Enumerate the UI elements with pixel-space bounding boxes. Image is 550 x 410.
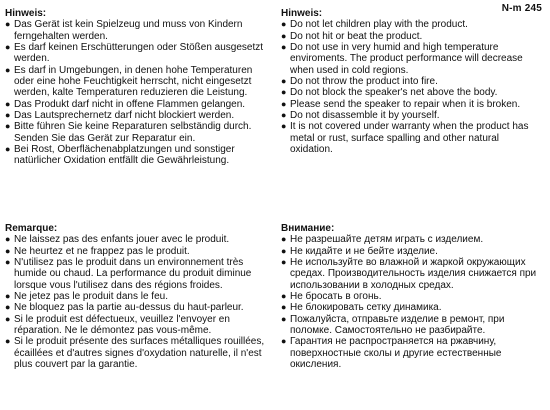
list-item-text: Do not block the speaker's net above the body. bbox=[290, 87, 498, 99]
list-item bbox=[5, 291, 271, 302]
bullet-icon: ● bbox=[281, 121, 287, 132]
list-item bbox=[281, 31, 543, 42]
bullet-icon: ● bbox=[5, 302, 11, 313]
list-item bbox=[5, 110, 271, 121]
list-item-text: Do not use in very humid and high temperature enviroments. The product performance will decrease when used in cold regions. bbox=[290, 42, 523, 76]
bullet-icon: ● bbox=[5, 110, 11, 121]
list-item bbox=[281, 291, 543, 302]
list-item bbox=[281, 234, 543, 245]
list-item bbox=[281, 246, 543, 257]
list-item-text: N'utilisez pas le produit dans un environnement très humide ou chaud. La performance du produit diminue lorsque vous l'utilisez dans des régions froides. bbox=[14, 257, 252, 291]
list-item bbox=[281, 76, 543, 87]
notice-list bbox=[281, 19, 543, 155]
list-item-text: It is not covered under warranty when the product has metal or rust, surface spalling and other natural oxidation. bbox=[290, 121, 529, 156]
list-item bbox=[281, 257, 543, 291]
list-item bbox=[281, 121, 543, 155]
list-item-text: Do not throw the product into fire. bbox=[290, 76, 438, 88]
list-item-text: Ne laissez pas des enfants jouer avec le produit. bbox=[14, 234, 230, 246]
bullet-icon: ● bbox=[5, 42, 11, 53]
bullet-icon: ● bbox=[5, 257, 11, 268]
bullet-icon: ● bbox=[281, 76, 287, 87]
list-item bbox=[5, 65, 271, 99]
list-item-text: Das Lautsprechernetz darf nicht blockiert werden. bbox=[14, 110, 235, 122]
bullet-icon: ● bbox=[281, 313, 287, 324]
notice-section-french bbox=[5, 223, 271, 370]
list-item-text: Es darf in Umgebungen, in denen hohe Temperaturen oder eine hohe Feuchtigkeit herrscht, nicht eingesetzt werden, kalte Temperaturen reduzieren die Leistung. bbox=[14, 64, 253, 99]
bullet-icon: ● bbox=[281, 245, 287, 256]
list-item-text: Гарантия не распространяется на ржавчину, поверхностные сколы и другие естественные окисления. bbox=[290, 336, 502, 371]
list-item-text: Не кидайте и не бейте изделие. bbox=[290, 245, 438, 257]
notice-section-english bbox=[281, 8, 543, 155]
section-heading: Hinweis: bbox=[281, 8, 323, 19]
list-item-text: Ne jetez pas le produit dans le feu. bbox=[14, 291, 168, 303]
list-item-text: Пожалуйста, отправьте изделие в ремонт, при поломке. Самостоятельно не разбирайте. bbox=[290, 313, 505, 337]
list-item-text: Si le produit est défectueux, veuillez l'envoyer en réparation. Ne le démontez pas vous-même. bbox=[14, 313, 230, 337]
section-heading: Hinweis: bbox=[5, 8, 47, 19]
list-item-text: Не разрешайте детям играть с изделием. bbox=[290, 234, 484, 246]
list-item bbox=[281, 19, 543, 30]
bullet-icon: ● bbox=[5, 245, 11, 256]
list-item-text: Do not let children play with the product. bbox=[290, 19, 468, 31]
section-heading: Внимание: bbox=[281, 223, 335, 234]
list-item bbox=[5, 257, 271, 291]
notice-list bbox=[5, 234, 271, 370]
bullet-icon: ● bbox=[5, 313, 11, 324]
list-item bbox=[5, 99, 271, 110]
list-item-text: Do not hit or beat the product. bbox=[290, 30, 423, 42]
list-item bbox=[5, 336, 271, 370]
list-item bbox=[281, 87, 543, 98]
list-item bbox=[5, 144, 271, 167]
bullet-icon: ● bbox=[281, 257, 287, 268]
bullet-icon: ● bbox=[5, 98, 11, 109]
notice-list bbox=[5, 19, 271, 166]
list-item-text: Das Produkt darf nicht in offene Flammen gelangen. bbox=[14, 98, 246, 110]
bullet-icon: ● bbox=[281, 336, 287, 347]
bullet-icon: ● bbox=[5, 336, 11, 347]
list-item-text: Please send the speaker to repair when it is broken. bbox=[290, 98, 521, 110]
list-item bbox=[5, 246, 271, 257]
list-item-text: Ne heurtez et ne frappez pas le produit. bbox=[14, 245, 190, 257]
list-item-text: Das Gerät ist kein Spielzeug und muss von Kindern ferngehalten werden. bbox=[14, 19, 243, 42]
list-item-text: Bitte führen Sie keine Reparaturen selbständig durch. Senden Sie das Gerät zur Reparatur ein. bbox=[14, 121, 252, 144]
list-item-text: Do not disassemble it by yourself. bbox=[290, 110, 440, 122]
bullet-icon: ● bbox=[281, 110, 287, 121]
bullet-icon: ● bbox=[281, 42, 287, 53]
bullet-icon: ● bbox=[281, 291, 287, 302]
list-item bbox=[5, 19, 271, 42]
list-item bbox=[281, 314, 543, 337]
bullet-icon: ● bbox=[5, 64, 11, 75]
bullet-icon: ● bbox=[5, 234, 11, 245]
list-item bbox=[5, 121, 271, 144]
bullet-icon: ● bbox=[5, 291, 11, 302]
bullet-icon: ● bbox=[5, 144, 11, 155]
list-item-text: Не бросать в огонь. bbox=[290, 291, 382, 303]
bullet-icon: ● bbox=[281, 30, 287, 41]
list-item-text: Ne bloquez pas la partie au-dessus du haut-parleur. bbox=[14, 302, 244, 314]
bullet-icon: ● bbox=[281, 98, 287, 109]
list-item-text: Si le produit présente des surfaces métalliques rouillées, écaillées et d'autres signes d'oxydation naturelle, il n'est plus couvert par la garantie. bbox=[14, 336, 265, 371]
list-item bbox=[281, 110, 543, 121]
bullet-icon: ● bbox=[281, 234, 287, 245]
list-item-text: Es darf keinen Erschütterungen oder Stößen ausgesetzt werden. bbox=[14, 42, 264, 65]
notice-list bbox=[281, 234, 543, 370]
list-item bbox=[281, 42, 543, 76]
list-item bbox=[5, 234, 271, 245]
list-item bbox=[281, 99, 543, 110]
list-item bbox=[5, 302, 271, 313]
bullet-icon: ● bbox=[281, 302, 287, 313]
list-item bbox=[5, 314, 271, 337]
list-item bbox=[281, 302, 543, 313]
list-item-text: Не блокировать сетку динамика. bbox=[290, 302, 442, 314]
list-item-text: Не используйте во влажной и жаркой окружающих средах. Производительность изделия снижается при использовании в холодных средах. bbox=[290, 257, 537, 291]
bullet-icon: ● bbox=[5, 121, 11, 132]
bullet-icon: ● bbox=[281, 19, 287, 30]
bullet-icon: ● bbox=[5, 19, 11, 30]
list-item-text: Bei Rost, Oberflächenabplatzungen und sonstiger natürlicher Oxidation entfällt die Gewährleistung. bbox=[14, 144, 235, 167]
list-item bbox=[281, 336, 543, 370]
section-heading: Remarque: bbox=[5, 223, 58, 234]
notice-section-russian bbox=[281, 223, 543, 370]
model-number: N-m 245 bbox=[501, 3, 542, 14]
bullet-icon: ● bbox=[281, 87, 287, 98]
notice-section-german bbox=[5, 8, 271, 167]
list-item bbox=[5, 42, 271, 65]
